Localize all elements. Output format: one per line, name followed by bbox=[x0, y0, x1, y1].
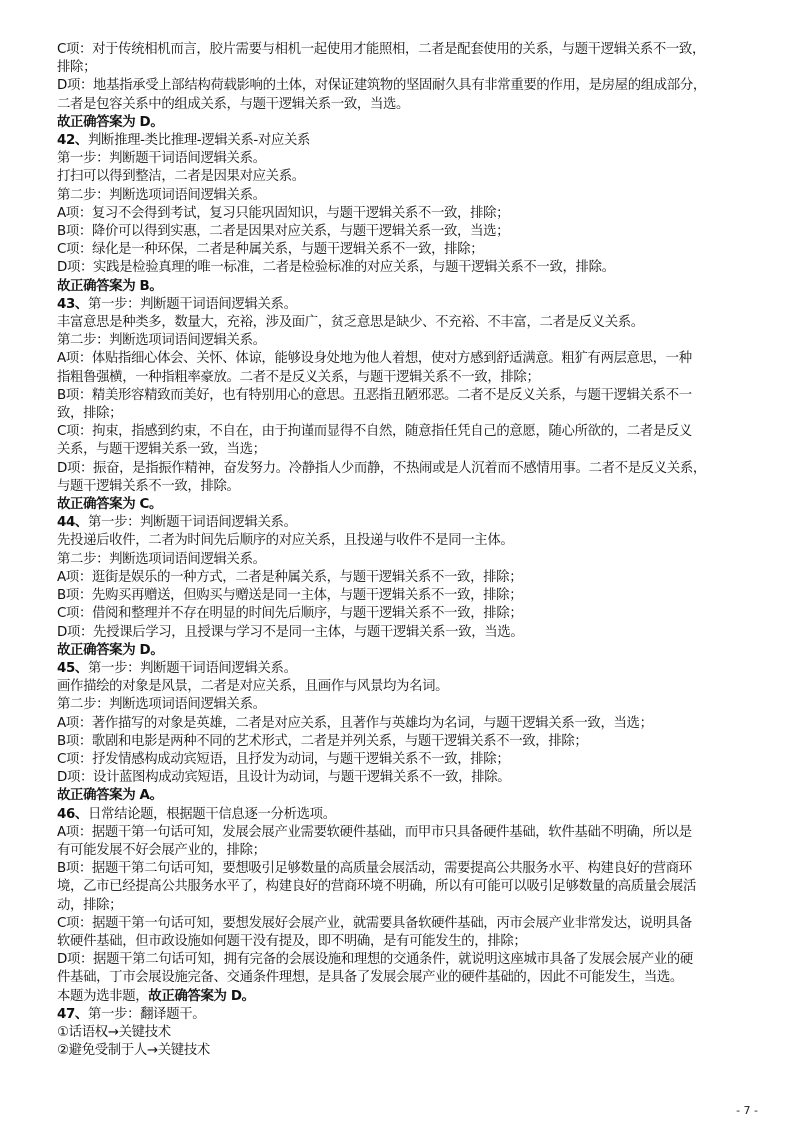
question-number: 47、 bbox=[57, 1006, 88, 1022]
page-number: - 7 - bbox=[736, 1104, 758, 1117]
text-line: 第二步：判断选项词语间逻辑关系。 bbox=[57, 187, 266, 203]
text-line: 动，排除； bbox=[57, 897, 123, 913]
question-number: 45、 bbox=[57, 660, 88, 676]
question-number: 44、 bbox=[57, 515, 88, 531]
text-line: A项：逛街是娱乐的一种方式，二者是种属关系，与题干逻辑关系不一致，排除； bbox=[57, 569, 523, 585]
text-line: C项：拘束，指感到约束，不自在，由于拘谨而显得不自然，随意指任凭自己的意愿，随心所欲的，二者是反义 bbox=[57, 424, 692, 440]
text-line: 境，乙市已经提高公共服务水平了，构建良好的营商环境不明确，所以有可能可以吸引足够数量的高质量会展活 bbox=[57, 879, 696, 895]
text-line: 本题为选非题，故正确答案为 D。 bbox=[57, 988, 255, 1004]
answer-line: 故正确答案为 A。 bbox=[57, 788, 163, 804]
text-line: 47、第一步：翻译题干。 bbox=[57, 1006, 206, 1022]
text-line: 与题干逻辑关系不一致，排除。 bbox=[57, 478, 240, 494]
text-line: 丰富意思是种类多，数量大，充裕，涉及面广，贫乏意思是缺少、不充裕、不丰富，二者是反义关系。 bbox=[57, 315, 644, 331]
text-line: ①话语权→关键技术 bbox=[57, 1024, 171, 1040]
text-line: 画作描绘的对象是风景，二者是对应关系，且画作与风景均为名词。 bbox=[57, 679, 449, 695]
text-line: C项：对于传统相机而言，胶片需要与相机一起使用才能照相，二者是配套使用的关系，与题干逻辑关系不一致， bbox=[57, 42, 705, 57]
answer-text: 故正确答案为 D。 bbox=[148, 988, 255, 1004]
text-line: 件基础，丁市会展设施完备、交通条件理想，是具备了发展会展产业的硬件基础的，因此不可能发生，当选。 bbox=[57, 970, 683, 986]
text-line: 致，排除； bbox=[57, 406, 123, 422]
text-line: B项：据题干第二句话可知，要想吸引足够数量的高质量会展活动，需要提高公共服务水平、构建良好的营商环 bbox=[57, 861, 692, 877]
text-line: B项：先购买再赠送，但购买与赠送是同一主体，与题干逻辑关系不一致，排除； bbox=[57, 588, 523, 604]
question-number: 42、 bbox=[57, 133, 88, 149]
text-line: D项：据题干第二句话可知，拥有完备的会展设施和理想的交通条件，就说明这座城市具备了发展会展产业的硬 bbox=[57, 952, 693, 968]
text-line: 软硬件基础，但市政设施如何题干没有提及，即不明确，是有可能发生的，排除； bbox=[57, 933, 527, 949]
text-line: A项：复习不会得到考试，复习只能巩固知识，与题干逻辑关系不一致，排除； bbox=[57, 205, 510, 221]
text-line: 42、判断推理-类比推理-逻辑关系-对应关系 bbox=[57, 133, 311, 149]
text-line: 第一步：判断题干词语间逻辑关系。 bbox=[57, 151, 266, 167]
answer-line: 故正确答案为 B。 bbox=[57, 278, 163, 294]
text-line: 先投递后收件，二者为时间先后顺序的对应关系，且投递与收件不是同一主体。 bbox=[57, 533, 514, 549]
text-line: C项：据题干第一句话可知，要想发展好会展产业，就需要具备软硬件基础，丙市会展产业非常发达，说明具备 bbox=[57, 915, 692, 931]
text-line: 排除； bbox=[57, 60, 97, 76]
text-line: D项：振奋，是指振作精神，奋发努力。冷静指人少而静，不热闹或是人沉着而不感情用事。二者不是反义关系， bbox=[57, 460, 706, 476]
text-line: B项：精美形容精致而美好，也有特别用心的意思。丑恶指丑陋邪恶。二者不是反义关系，与题干逻辑关系不一 bbox=[57, 387, 692, 403]
text-line: 44、第一步：判断题干词语间逻辑关系。 bbox=[57, 515, 297, 531]
text-line: 45、第一步：判断题干词语间逻辑关系。 bbox=[57, 660, 297, 676]
text-line: B项：降价可以得到实惠，二者是因果对应关系，与题干逻辑关系一致，当选； bbox=[57, 224, 510, 240]
text-line: D项：先授课后学习，且授课与学习不是同一主体，与题干逻辑关系一致，当选。 bbox=[57, 624, 524, 640]
text-line: 第二步：判断选项词语间逻辑关系。 bbox=[57, 551, 266, 567]
answer-line: 故正确答案为 D。 bbox=[57, 114, 164, 130]
text-line: D项：地基指承受上部结构荷载影响的土体，对保证建筑物的坚固耐久具有非常重要的作用，是房屋的组成部分， bbox=[57, 78, 706, 94]
text-line: D项：设计蓝图构成动宾短语，且设计为动词，与题干逻辑关系不一致，排除。 bbox=[57, 770, 511, 786]
document-body bbox=[57, 41, 762, 1060]
text-line: 第二步：判断选项词语间逻辑关系。 bbox=[57, 697, 266, 713]
answer-line: 故正确答案为 D。 bbox=[57, 642, 164, 658]
text-line: C项：抒发情感构成动宾短语，且抒发为动词，与题干逻辑关系不一致，排除； bbox=[57, 751, 510, 767]
text-line: 关系，与题干逻辑关系一致，当选； bbox=[57, 442, 266, 458]
text-line: 43、第一步：判断题干词语间逻辑关系。 bbox=[57, 296, 297, 312]
text-line: 打扫可以得到整洁，二者是因果对应关系。 bbox=[57, 169, 305, 185]
text-line: A项：体贴指细心体会、关怀、体谅，能够设身处地为他人着想，使对方感到舒适满意。粗犷有两层意思，一种 bbox=[57, 351, 692, 367]
text-line: 46、日常结论题，根据题干信息逐一分析选项。 bbox=[57, 806, 336, 822]
question-number: 46、 bbox=[57, 806, 88, 822]
text-line: B项：歌剧和电影是两种不同的艺术形式，二者是并列关系，与题干逻辑关系不一致，排除； bbox=[57, 733, 588, 749]
text-line: C项：借阅和整理并不存在明显的时间先后顺序，与题干逻辑关系不一致，排除； bbox=[57, 606, 523, 622]
text-line: C项：绿化是一种环保，二者是种属关系，与题干逻辑关系不一致，排除； bbox=[57, 242, 484, 258]
question-number: 43、 bbox=[57, 296, 88, 312]
text-line: ②避免受制于人→关键技术 bbox=[57, 1043, 210, 1059]
text-line: 指粗鲁强横，一种指粗率豪放。二者不是反义关系，与题干逻辑关系不一致，排除； bbox=[57, 369, 540, 385]
text-line: A项：著作描写的对象是英雄，二者是对应关系，且著作与英雄均为名词，与题干逻辑关系一致，当选； bbox=[57, 715, 653, 731]
answer-line: 故正确答案为 C。 bbox=[57, 497, 163, 513]
text-line: 二者是包容关系中的组成关系，与题干逻辑关系一致，当选。 bbox=[57, 96, 410, 112]
text-line: A项：据题干第一句话可知，发展会展产业需要软硬件基础，而甲市只具备硬件基础，软件基础不明确，所以是 bbox=[57, 824, 692, 840]
text-line: 第二步：判断选项词语间逻辑关系。 bbox=[57, 333, 266, 349]
text-line: D项：实践是检验真理的唯一标准，二者是检验标准的对应关系，与题干逻辑关系不一致，排除。 bbox=[57, 260, 615, 276]
text-line: 有可能发展不好会展产业的，排除； bbox=[57, 842, 266, 858]
